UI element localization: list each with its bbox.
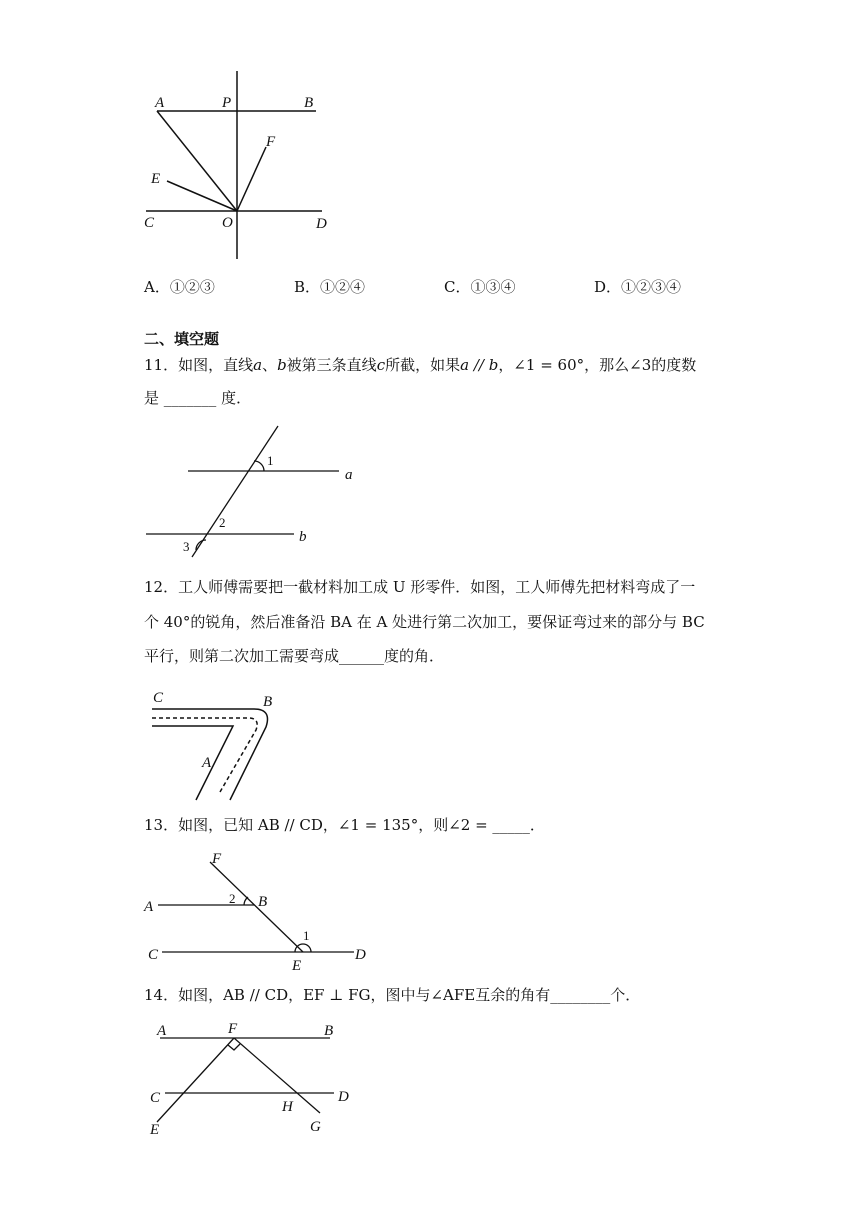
label-c: C <box>153 690 164 706</box>
label-b: B <box>304 95 314 111</box>
q11-line2: 是 _______ 度． <box>144 389 252 407</box>
label-b: B <box>324 1023 334 1039</box>
label-a: A <box>155 95 165 111</box>
label-f: F <box>212 851 222 867</box>
label-f: F <box>266 134 276 150</box>
label-2: 2 <box>229 891 236 906</box>
label-b: B <box>263 694 273 710</box>
label-a: A <box>157 1023 167 1039</box>
q11-answer-blank[interactable]: _______ <box>163 389 217 407</box>
label-h: H <box>282 1099 293 1115</box>
label-d: D <box>355 947 366 963</box>
q14-line: 14．如图，AB // CD，EF ⊥ FG，图中与∠AFE互余的角有________个． <box>144 986 641 1004</box>
q11-line1: 11．如图，直线a、b被第三条直线c所截，如果a // b，∠1 = 60°，那么∠3的度数 <box>144 356 697 374</box>
label-c: C <box>150 1090 161 1106</box>
line-fe <box>157 1038 234 1122</box>
label-e: E <box>150 1122 160 1138</box>
label-1: 1 <box>267 453 274 468</box>
label-a: A <box>202 755 212 771</box>
q12-line2: 个 40°的锐角，然后准备沿 BA 在 A 处进行第二次加工，要保证弯过来的部分与 BC <box>144 613 705 631</box>
q13-line: 13．如图，已知 AB // CD，∠1 = 135°，则∠2 = _____． <box>144 816 545 834</box>
option-a[interactable]: A．①②③ <box>144 278 215 296</box>
label-b: b <box>299 529 307 545</box>
label-g: G <box>310 1119 321 1135</box>
label-2: 2 <box>219 515 226 530</box>
label-d: D <box>338 1089 349 1105</box>
right-angle-mark <box>228 1044 240 1050</box>
label-f: F <box>228 1021 238 1037</box>
label-1: 1 <box>303 928 310 943</box>
label-c: C <box>148 947 159 963</box>
label-a: A <box>144 899 154 915</box>
option-c[interactable]: C．①③④ <box>444 278 516 296</box>
label-3: 3 <box>183 539 190 554</box>
section-title: 二、填空题 <box>144 330 220 348</box>
option-d[interactable]: D．①②③④ <box>594 278 682 296</box>
label-d: D <box>316 216 327 232</box>
label-o: O <box>222 215 233 231</box>
label-p: P <box>222 95 232 111</box>
label-e: E <box>292 958 302 974</box>
q12-line3: 平行，则第二次加工需要弯成______度的角． <box>144 647 445 665</box>
label-a: a <box>345 467 353 483</box>
line-fg <box>234 1038 320 1113</box>
label-c: C <box>144 215 155 231</box>
label-e: E <box>151 171 161 187</box>
label-b: B <box>258 894 268 910</box>
option-b[interactable]: B．①②④ <box>294 278 366 296</box>
q12-line1: 12．工人师傅需要把一截材料加工成 U 形零件．如图，工人师傅先把材料弯成了一 <box>144 578 696 596</box>
